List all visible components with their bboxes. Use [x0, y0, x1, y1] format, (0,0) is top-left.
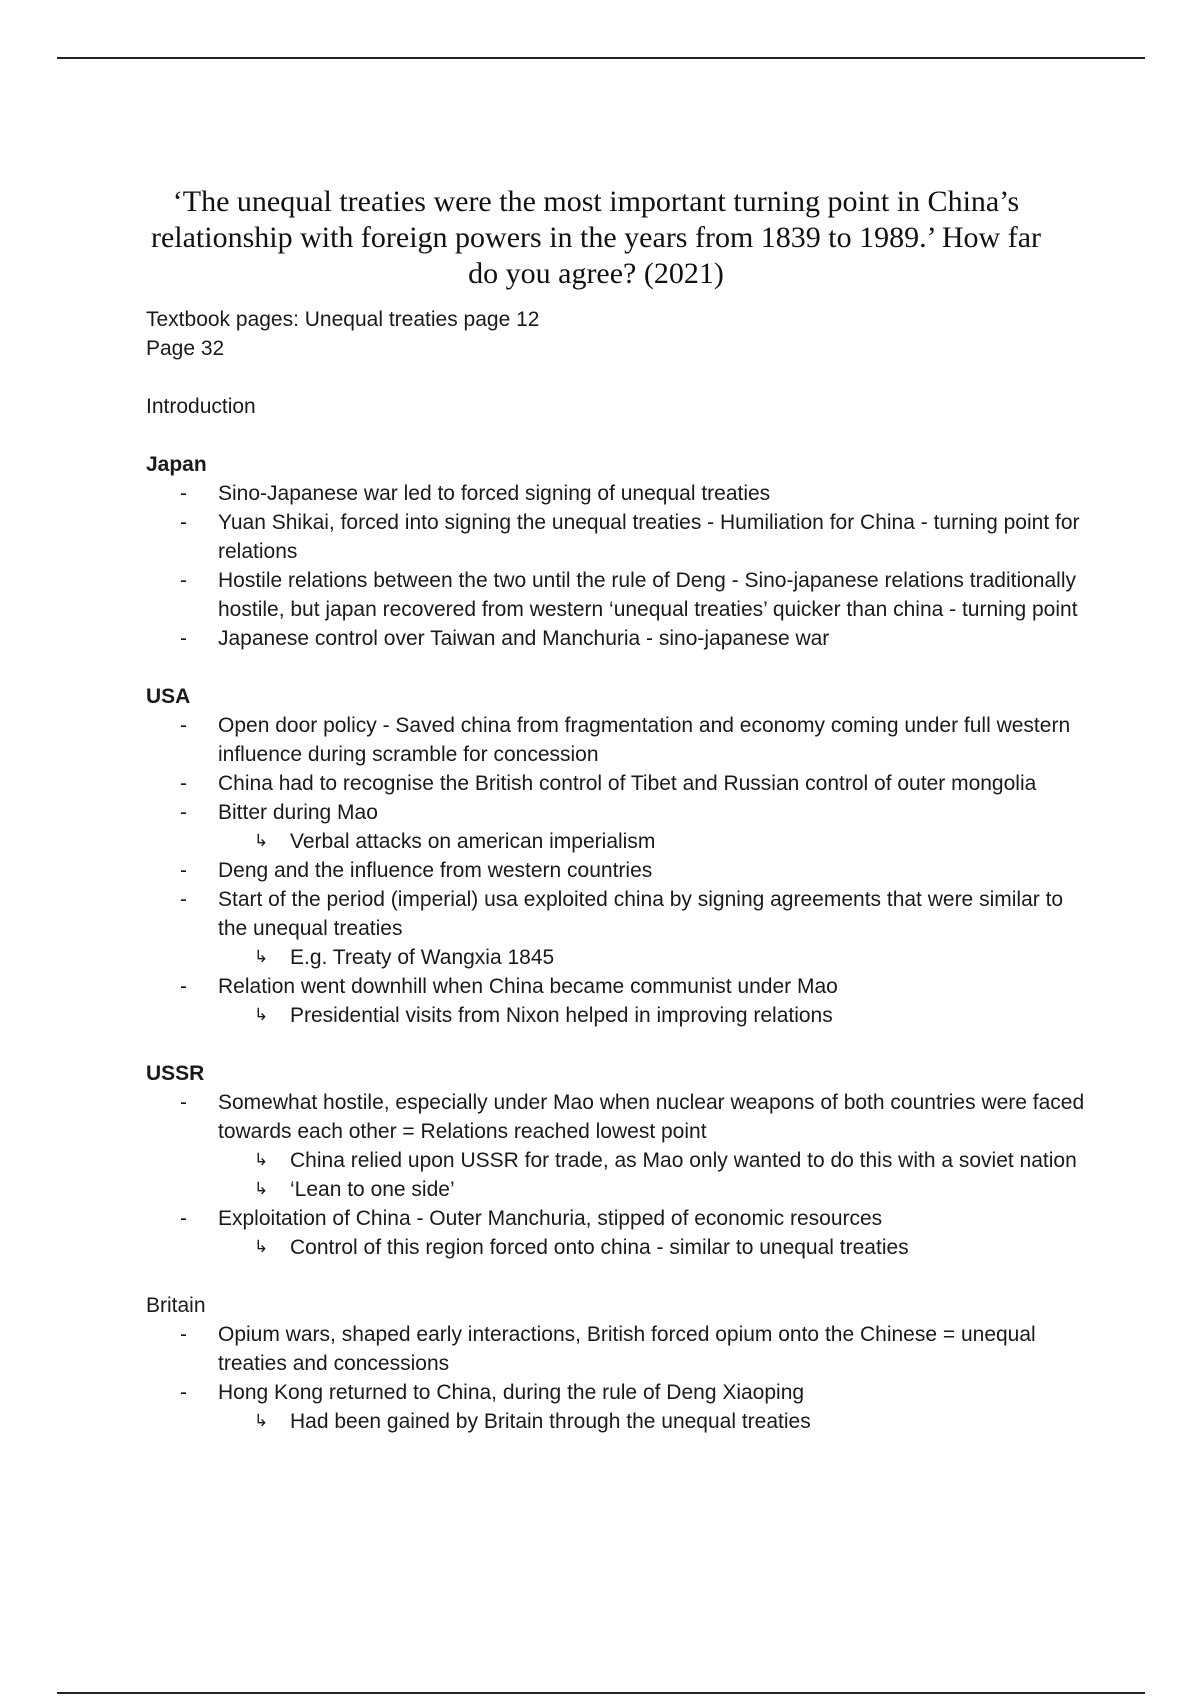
ussr-list	[146, 1088, 1096, 1262]
textbook-pages: Textbook pages: Unequal treaties page 12	[146, 308, 540, 331]
sub-list-item: ↳ ‘Lean to one side’	[218, 1175, 1096, 1204]
list-item: - Somewhat hostile, especially under Mao when nuclear weapons of both countries were faced towards each other = Relations reached lowest point ↳ China relied upon USSR for trade, as Mao only wanted to do this with a soviet nation ↳ ‘Lean to one side’	[146, 1088, 1096, 1204]
list-item: - Yuan Shikai, forced into signing the unequal treaties - Humiliation for China - turning point for relations	[180, 511, 1080, 563]
list-item: - Opium wars, shaped early interactions, British forced opium onto the Chinese = unequal treaties and concessions	[180, 1323, 1036, 1375]
section-heading-britain: Britain	[146, 1294, 206, 1317]
section-heading-usa: USA	[146, 685, 191, 708]
section-heading-japan: Japan	[146, 453, 207, 476]
list-item: - Sino-Japanese war led to forced signing of unequal treaties	[180, 482, 771, 505]
section-heading-ussr: USSR	[146, 1062, 205, 1085]
list-item: - Start of the period (imperial) usa exploited china by signing agreements that were similar to the unequal treaties ↳ E.g. Treaty of Wangxia 1845	[146, 885, 1096, 972]
sub-list-item: ↳ China relied upon USSR for trade, as Mao only wanted to do this with a soviet nation	[218, 1146, 1096, 1175]
sub-list-item: ↳ Had been gained by Britain through the unequal treaties	[218, 1407, 1096, 1436]
britain-list	[146, 1320, 1096, 1436]
list-item: - Bitter during Mao ↳ Verbal attacks on american imperialism	[146, 798, 1096, 856]
list-item: - China had to recognise the British control of Tibet and Russian control of outer mongolia	[180, 772, 1037, 795]
return-arrow-icon: ↳	[254, 1411, 269, 1431]
list-item: - Deng and the influence from western countries	[180, 859, 653, 882]
return-arrow-icon: ↳	[254, 1150, 269, 1170]
top-rule	[57, 57, 1145, 59]
return-arrow-icon: ↳	[254, 1179, 269, 1199]
return-arrow-icon: ↳	[254, 1005, 269, 1025]
japan-list	[146, 479, 1096, 653]
sub-list-item: ↳ Control of this region forced onto china - similar to unequal treaties	[218, 1233, 1096, 1262]
sub-list-item: ↳ Presidential visits from Nixon helped in improving relations	[218, 1001, 1096, 1030]
bottom-rule	[57, 1692, 1145, 1694]
list-item: - Hostile relations between the two until the rule of Deng - Sino-japanese relations traditionally hostile, but japan recovered from western ‘unequal treaties’ quicker than china - turning point	[180, 569, 1078, 621]
introduction-heading: Introduction	[146, 395, 256, 418]
return-arrow-icon: ↳	[254, 1237, 269, 1257]
list-item: - Relation went downhill when China became communist under Mao ↳ Presidential visits from Nixon helped in improving relations	[146, 972, 1096, 1030]
page-reference: Page 32	[146, 337, 225, 360]
list-item: - Exploitation of China - Outer Manchuria, stipped of economic resources ↳ Control of this region forced onto china - similar to unequal treaties	[146, 1204, 1096, 1262]
list-item: - Japanese control over Taiwan and Manchuria - sino-japanese war	[180, 627, 830, 650]
return-arrow-icon: ↳	[254, 947, 269, 967]
sub-list-item: ↳ Verbal attacks on american imperialism	[218, 827, 1096, 856]
sub-list-item: ↳ E.g. Treaty of Wangxia 1845	[218, 943, 1096, 972]
notes-body	[146, 305, 1096, 1436]
list-item: - Hong Kong returned to China, during the rule of Deng Xiaoping ↳ Had been gained by Britain through the unequal treaties	[146, 1378, 1096, 1436]
usa-list	[146, 711, 1096, 1030]
list-item: - Open door policy - Saved china from fragmentation and economy coming under full western influence during scramble for concession	[180, 714, 1071, 766]
return-arrow-icon: ↳	[254, 831, 269, 851]
essay-question-title: ‘The unequal treaties were the most important turning point in China’s relationship with foreign powers in the years from 1839 to 1989.’ How far do you agree? (2021)	[150, 185, 1042, 290]
